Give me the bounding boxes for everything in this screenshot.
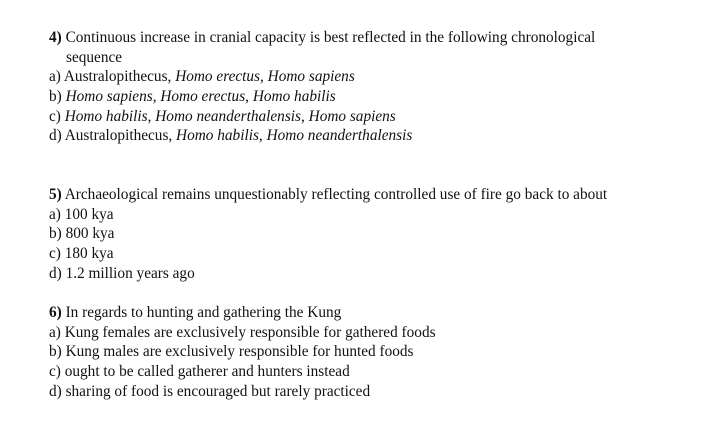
option-b <box>49 224 689 244</box>
option-a <box>49 323 689 343</box>
option-text: sharing of food is encouraged but rarely practiced <box>65 382 371 400</box>
question-5 <box>49 185 689 283</box>
option-letter: c) <box>49 363 61 381</box>
option-text: Australopithecus, Homo habilis, Homo neanderthalensis <box>64 127 413 145</box>
option-b <box>49 342 689 362</box>
option-d <box>49 126 689 146</box>
option-a <box>49 67 689 87</box>
option-c <box>49 244 689 264</box>
option-text: Homo sapiens, Homo erectus, Homo habilis <box>65 88 336 106</box>
option-letter: a) <box>49 205 61 223</box>
option-text: 800 kya <box>65 225 115 243</box>
option-c <box>49 107 689 127</box>
option-letter: b) <box>49 88 62 106</box>
option-c <box>49 362 689 382</box>
question-text-continued: sequence <box>66 48 123 66</box>
question-stem <box>49 28 689 48</box>
option-letter: d) <box>49 264 62 282</box>
question-stem <box>49 185 689 205</box>
question-text: Archaeological remains unquestionably reflecting controlled use of fire go back to about <box>64 186 608 203</box>
option-b <box>49 87 689 107</box>
question-number: 4) <box>49 29 62 46</box>
option-text: Australopithecus, Homo erectus, Homo sapiens <box>63 68 355 86</box>
option-text: ought to be called gatherer and hunters instead <box>64 363 350 381</box>
option-text: Homo habilis, Homo neanderthalensis, Homo sapiens <box>64 107 396 125</box>
option-d <box>49 264 689 284</box>
option-text: Kung females are exclusively responsible for gathered foods <box>64 323 436 341</box>
question-text: Continuous increase in cranial capacity is best reflected in the following chronological <box>65 29 596 46</box>
option-letter: d) <box>49 382 62 400</box>
option-letter: d) <box>49 127 62 145</box>
question-4 <box>49 28 689 146</box>
option-letter: b) <box>49 225 62 243</box>
option-letter: c) <box>49 245 61 263</box>
option-letter: c) <box>49 107 61 125</box>
question-number: 5) <box>49 186 62 203</box>
option-text: 1.2 million years ago <box>65 264 195 282</box>
option-text: 180 kya <box>64 245 114 263</box>
option-letter: a) <box>49 323 61 341</box>
question-6 <box>49 303 689 401</box>
option-text: 100 kya <box>64 205 114 223</box>
option-letter: b) <box>49 343 62 361</box>
option-letter: a) <box>49 68 61 86</box>
option-a <box>49 205 689 225</box>
option-d <box>49 382 689 402</box>
option-text: Kung males are exclusively responsible for hunted foods <box>65 343 414 361</box>
question-number: 6) <box>49 304 62 321</box>
question-text: In regards to hunting and gathering the Kung <box>65 304 342 321</box>
question-stem <box>49 303 689 323</box>
